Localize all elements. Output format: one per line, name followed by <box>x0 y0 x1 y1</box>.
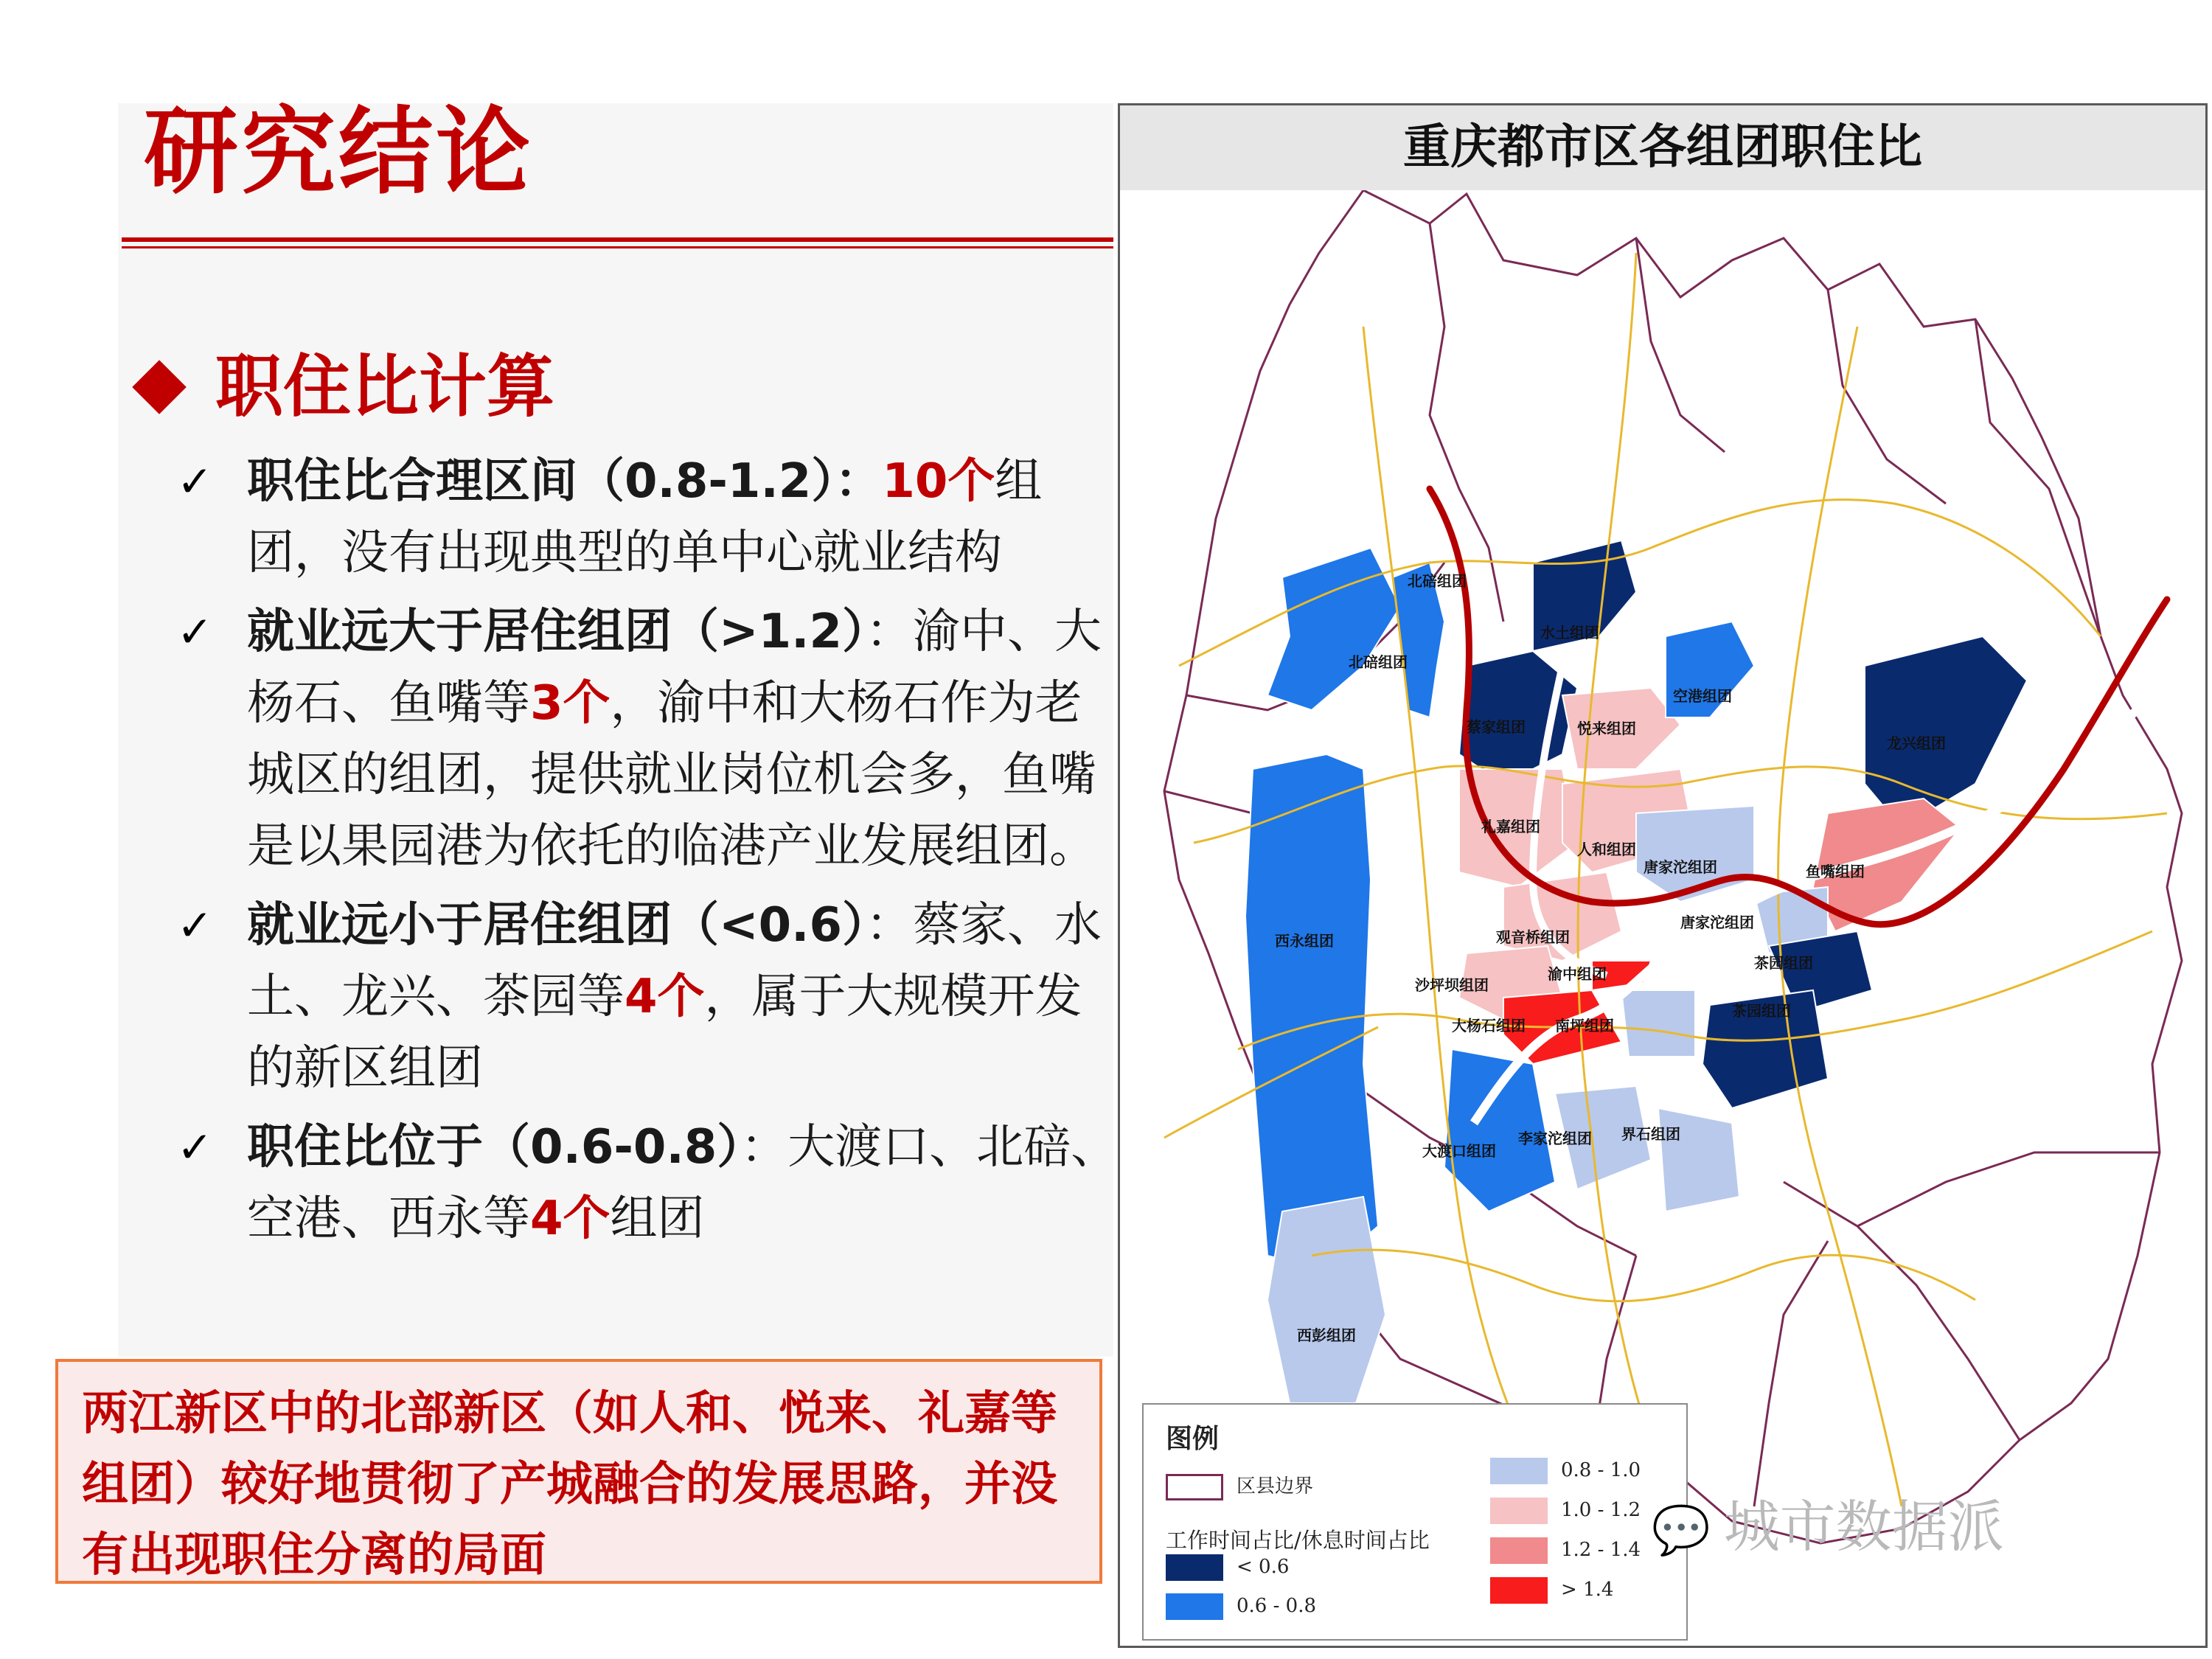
map-label: 西彭组团 <box>1297 1326 1356 1344</box>
legend-swatch <box>1166 1593 1223 1620</box>
map-label: 水土组团 <box>1540 624 1599 641</box>
district-xipeng <box>1267 1197 1385 1403</box>
section-heading <box>140 347 554 428</box>
diamond-bullet-icon <box>132 360 187 414</box>
check-icon: ✓ <box>177 607 213 657</box>
legend-title: 图例 <box>1166 1423 1220 1454</box>
map-label: 茶园组团 <box>1732 1002 1791 1020</box>
map-label: 观音桥组团 <box>1496 928 1570 946</box>
legend-swatch <box>1490 1498 1548 1524</box>
map-label: 大渡口组团 <box>1422 1142 1496 1160</box>
legend-subtitle: 工作时间占比/休息时间占比 <box>1166 1528 1430 1553</box>
map-label: 沙坪坝组团 <box>1415 976 1489 994</box>
district-jieshi <box>1658 1108 1739 1211</box>
legend-class: 1.2 - 1.4 <box>1490 1537 1641 1564</box>
title-divider <box>122 237 1113 242</box>
check-icon: ✓ <box>177 900 213 950</box>
check-icon: ✓ <box>177 1122 213 1172</box>
legend-swatch <box>1490 1458 1548 1484</box>
legend-swatch <box>1490 1577 1548 1604</box>
map-label: 空港组团 <box>1673 687 1732 705</box>
map-label: 南坪组团 <box>1555 1017 1614 1034</box>
map-label: 西永组团 <box>1275 932 1334 950</box>
slide-title: 研究结论 <box>144 97 534 207</box>
check-icon: ✓ <box>177 456 213 507</box>
legend-class: 1.0 - 1.2 <box>1490 1498 1641 1524</box>
legend-class: 0.8 - 1.0 <box>1490 1458 1641 1484</box>
map-title: 重庆都市区各组团职住比 <box>1120 105 2205 190</box>
watermark: 💬 城市数据派 <box>1652 1494 2004 1559</box>
boundary-swatch <box>1166 1474 1223 1500</box>
finding-item: ✓ 就业远小于居住组团（<0.6）：蔡家、水土、龙兴、茶园等4个，属于大规模开发的新区组团 <box>177 890 1128 1105</box>
finding-item: ✓ 职住比位于（0.6-0.8）：大渡口、北碚、空港、西永等4个组团 <box>177 1112 1128 1255</box>
map-label: 大杨石组团 <box>1452 1017 1526 1034</box>
finding-item: ✓ 职住比合理区间（0.8-1.2）：10个组团，没有出现典型的单中心就业结构 <box>177 446 1128 589</box>
map-panel <box>1118 103 2208 1648</box>
map-label: 鱼嘴组团 <box>1806 863 1865 880</box>
map-label: 悦来组团 <box>1577 720 1636 737</box>
map-label: 李家沱组团 <box>1518 1130 1592 1147</box>
legend-swatch <box>1490 1537 1548 1564</box>
map-label: 渝中组团 <box>1548 965 1607 983</box>
legend-class: > 1.4 <box>1490 1577 1613 1604</box>
map-legend <box>1142 1403 1688 1641</box>
legend-swatch <box>1166 1554 1223 1581</box>
district-nanping <box>1621 990 1695 1057</box>
map-label: 人和组团 <box>1577 841 1636 858</box>
map-label: 龙兴组团 <box>1887 734 1946 752</box>
map-label: 唐家沱组团 <box>1680 914 1754 931</box>
map-label: 蔡家组团 <box>1467 718 1526 736</box>
map-label: 北碚组团 <box>1349 653 1408 671</box>
title-divider-thin <box>122 246 1113 248</box>
legend-class: < 0.6 <box>1166 1554 1289 1581</box>
finding-item: ✓ 就业远大于居住组团（>1.2）：渝中、大杨石、鱼嘴等3个，渝中和大杨石作为老城区的组团，提供就业岗位机会多，鱼嘴是以果园港为依托的临港产业发展组团。 <box>177 597 1128 883</box>
district-xiyong <box>1245 754 1378 1270</box>
map-label: 唐家沱组团 <box>1644 858 1717 876</box>
map-label: 北碚组团 <box>1408 572 1467 590</box>
chat-bubble-icon: 💬 <box>1652 1503 1711 1558</box>
conclusion-callout: 两江新区中的北部新区（如人和、悦来、礼嘉等组团）较好地贯彻了产城融合的发展思路，并没有出现职住分离的局面 <box>55 1359 1102 1584</box>
section-heading-text: 职住比计算 <box>215 347 555 426</box>
map-label: 礼嘉组团 <box>1481 818 1540 835</box>
map-label: 界石组团 <box>1621 1125 1680 1143</box>
legend-class: 0.6 - 0.8 <box>1166 1593 1316 1620</box>
legend-boundary: 区县边界 <box>1166 1471 1313 1500</box>
finding-list <box>177 446 1128 1262</box>
map-label: 茶园组团 <box>1754 954 1813 972</box>
